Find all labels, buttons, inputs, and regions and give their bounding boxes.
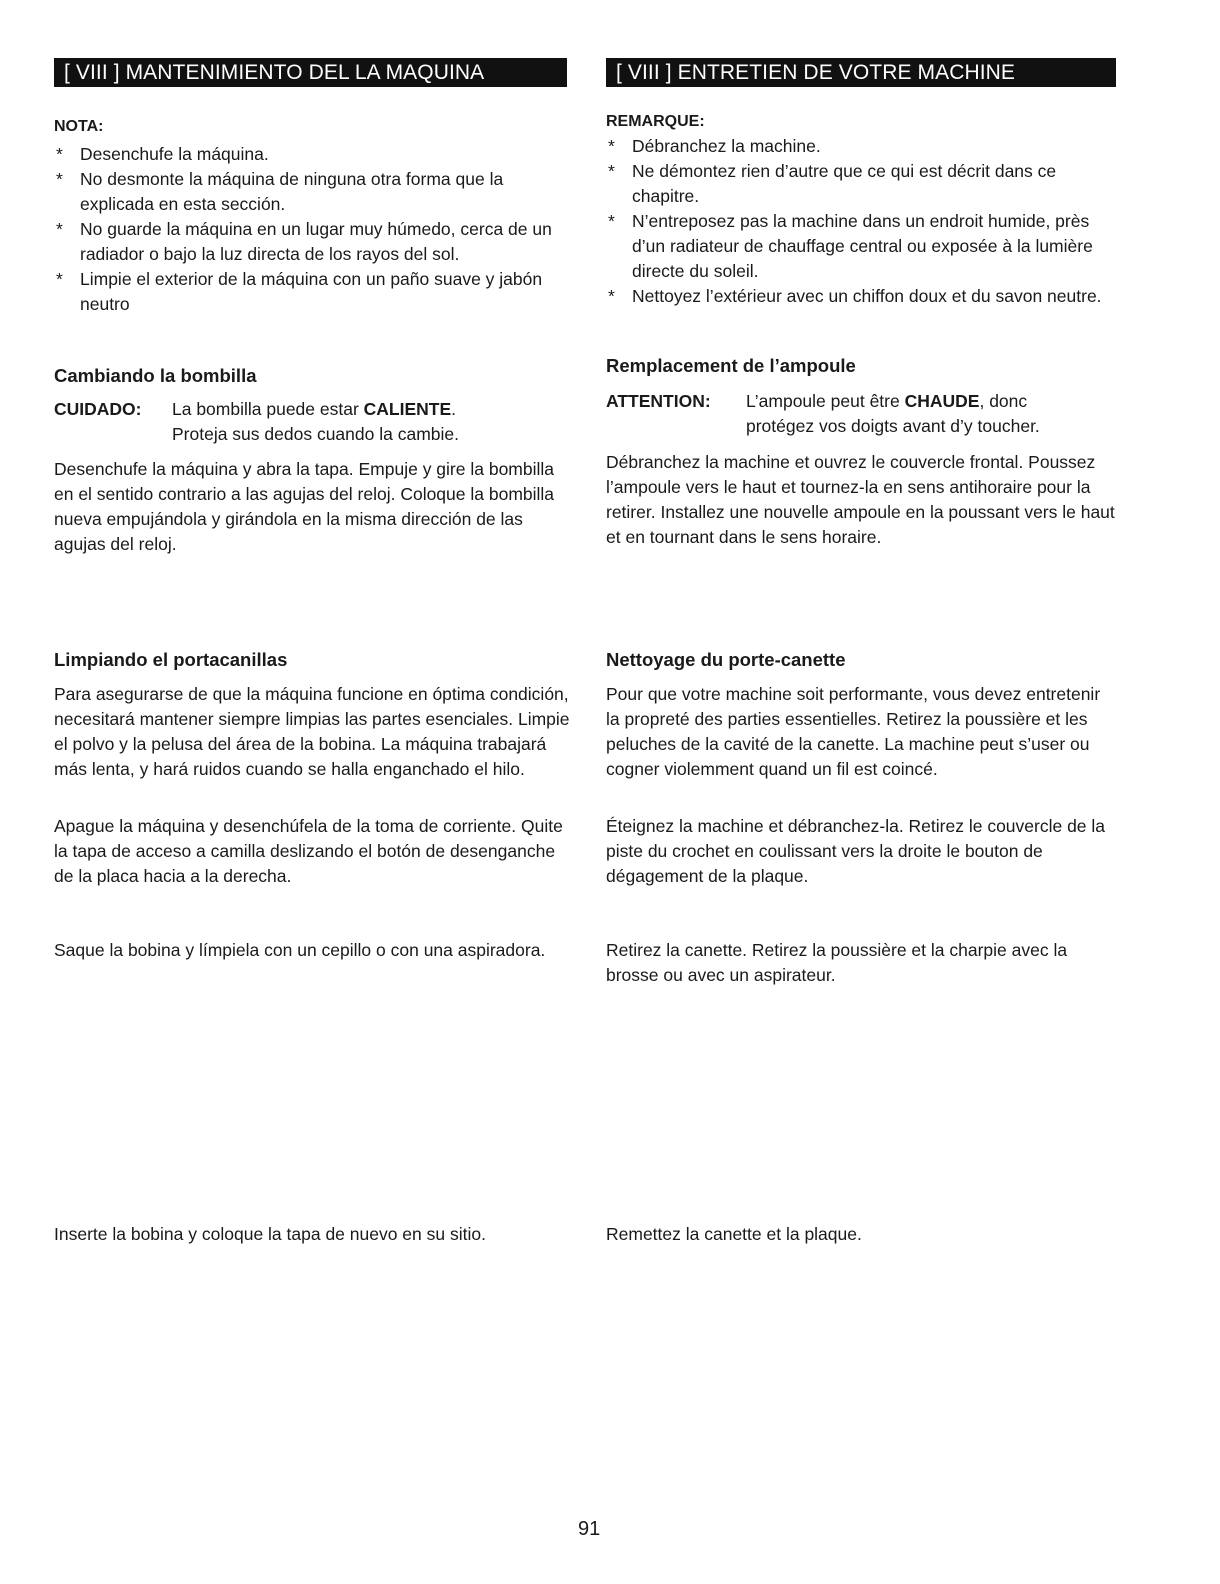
notes-list-fr: [606, 134, 1118, 309]
caution-line1: L’ampoule peut être CHAUDE, donc: [746, 391, 1028, 411]
asterisk-icon: *: [608, 211, 615, 231]
caution-line2: Proteja sus dedos cuando la cambie.: [172, 424, 459, 444]
asterisk-icon: *: [56, 219, 63, 239]
bobbin-para1-es: Para asegurarse de que la máquina funcione en óptima condición, necesitará mantener siempre limpias las partes esenciales. Limpie el polvo y la pelusa del área de la bobina. La máquina trabajará más lenta, y hará ruidos cuando se halla enganchado el hilo.: [54, 684, 570, 779]
asterisk-icon: *: [608, 136, 615, 156]
asterisk-icon: *: [56, 144, 63, 164]
note-item: * Limpie el exterior de la máquina con un paño suave y jabón neutro: [56, 269, 543, 314]
bobbin-heading-es: Limpiando el portacanillas: [54, 649, 288, 670]
note-item: * Débranchez la machine.: [606, 134, 1118, 159]
note-item: * Desenchufe la máquina.: [54, 142, 572, 167]
bobbin-para2-es: Apague la máquina y desenchúfela de la toma de corriente. Quite la tapa de acceso a camilla deslizando el botón de desenganche de la placa hacia a la derecha.: [54, 816, 563, 886]
french-column: [606, 0, 1126, 1584]
bulb-heading-es: Cambiando la bombilla: [54, 365, 257, 386]
spanish-column: [54, 0, 574, 1584]
bulb-text-fr: Débranchez la machine et ouvrez le couvercle frontal. Poussez l’ampoule vers le haut et tournez-la en sens antihoraire pour la retirer. Installez une nouvelle ampoule en la poussant vers le haut et en tournant dans le sens horaire.: [606, 452, 1115, 547]
caution-label: CUIDADO:: [54, 399, 142, 419]
caution-label: ATTENTION:: [606, 391, 711, 411]
notes-list-es: [54, 142, 572, 317]
asterisk-icon: *: [608, 286, 615, 306]
note-item: * Nettoyez l’extérieur avec un chiffon doux et du savon neutre.: [606, 284, 1118, 309]
note-item: * Ne démontez rien d’autre que ce qui est décrit dans ce chapitre.: [608, 161, 1057, 206]
caution-block-es: [54, 397, 574, 447]
bobbin-step2-fr: Retirez la canette. Retirez la poussière et la charpie avec la brosse ou avec un aspirateur.: [606, 940, 1068, 985]
bobbin-para2-fr: Éteignez la machine et débranchez-la. Retirez le couvercle de la piste du crochet en coulissant vers la droite le bouton de dégagement de la plaque.: [606, 816, 1106, 886]
bobbin-heading-fr: Nettoyage du porte-canette: [606, 649, 846, 670]
note-item: * No desmonte la máquina de ninguna otra forma que la explicada en esta sección.: [56, 169, 504, 214]
note-item: * No guarde la máquina en un lugar muy húmedo, cerca de un radiador o bajo la luz directa de los rayos del sol.: [56, 219, 552, 264]
bobbin-step3-fr: Remettez la canette et la plaque.: [606, 1224, 862, 1244]
page-number: 91: [578, 1518, 601, 1540]
bobbin-step3-es: Inserte la bobina y coloque la tapa de nuevo en su sitio.: [54, 1224, 486, 1244]
bobbin-step2-es: Saque la bobina y límpiela con un cepillo o con una aspiradora.: [54, 940, 546, 960]
bulb-heading-fr: Remplacement de l’ampoule: [606, 355, 856, 376]
note-item: * N’entreposez pas la machine dans un endroit humide, près d’un radiateur de chauffage central ou exposée à la lumière directe du soleil.: [608, 211, 1093, 281]
section-title-fr: [ VIII ] ENTRETIEN DE VOTRE MACHINE: [606, 58, 1116, 87]
asterisk-icon: *: [56, 269, 63, 289]
note-label-es: NOTA:: [54, 118, 104, 135]
section-title-es: [ VIII ] MANTENIMIENTO DEL LA MAQUINA: [54, 58, 567, 87]
caution-line2: protégez vos doigts avant d’y toucher.: [746, 416, 1040, 436]
note-label-fr: REMARQUE:: [606, 113, 705, 130]
asterisk-icon: *: [608, 161, 615, 181]
asterisk-icon: *: [56, 169, 63, 189]
bulb-text-es: Desenchufe la máquina y abra la tapa. Empuje y gire la bombilla en el sentido contrario a las agujas del reloj. Coloque la bombilla nueva empujándola y girándola en la misma dirección de las agujas del reloj.: [54, 459, 555, 554]
bobbin-para1-fr: Pour que votre machine soit performante, vous devez entretenir la propreté des parties essentielles. Retirez la poussière et les peluches de la cavité de la canette. La machine peut s’user ou cogner violemment quand un fil est coincé.: [606, 684, 1101, 779]
caution-block-fr: [606, 389, 1118, 439]
caution-line1: La bombilla puede estar CALIENTE.: [172, 399, 457, 419]
